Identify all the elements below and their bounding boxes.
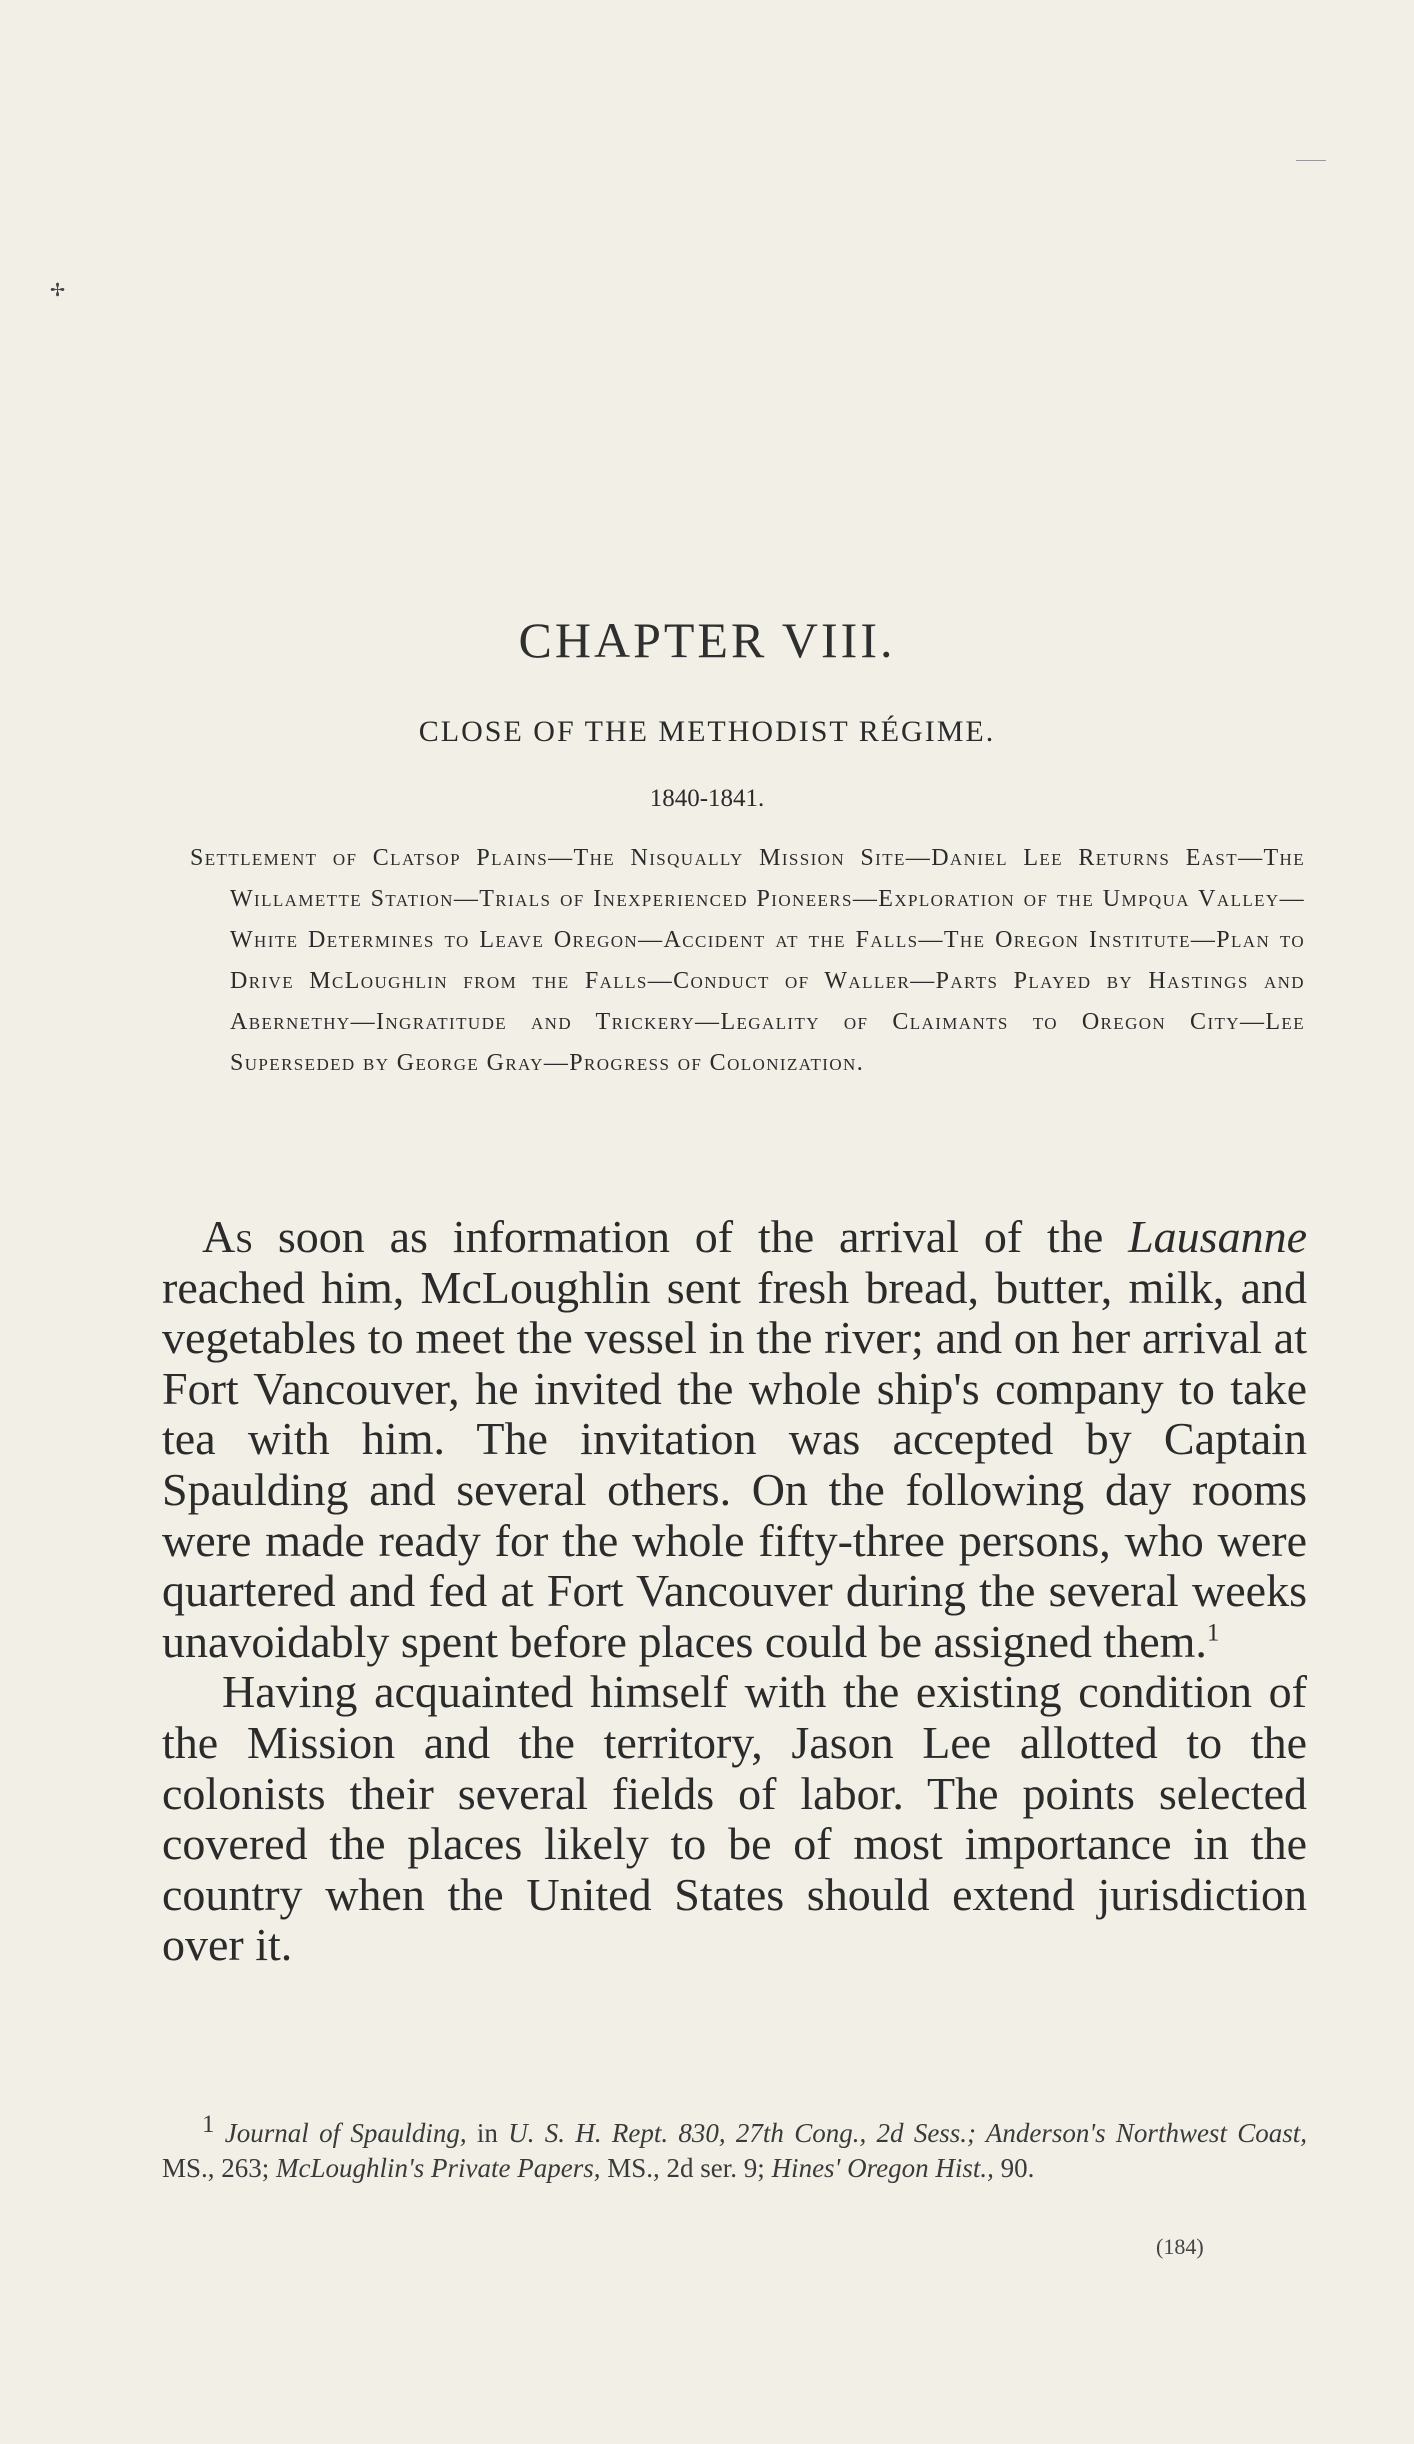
margin-dash — [1296, 160, 1326, 161]
body-text — [162, 1212, 1307, 1971]
footnote-text-4: 90. — [993, 2153, 1035, 2183]
paragraph-opening-word: As — [202, 1211, 254, 1262]
footnote-text-2: MS., 263; — [162, 2153, 277, 2183]
footnote — [162, 2111, 1308, 2186]
chapter-summary: Settlement of Clatsop Plains—The Nisqually Mission Site—Daniel Lee Returns East—The Willamette Station—Trials of Inexperienced Pioneers—Exploration of the Umpqua Valley—White Determines to Leave Oregon—Accident at the Falls—The Oregon Institute—Plan to Drive McLoughlin from the Falls—Conduct of Waller—Parts Played by Hastings and Abernethy—Ingratitude and Trickery—Legality of Claimants to Oregon City—Lee Superseded by George Gray—Progress of Colonization. — [190, 845, 1305, 1076]
chapter-heading: CHAPTER VIII. — [518, 612, 896, 668]
chapter-title: CLOSE OF THE METHODIST RÉGIME. — [418, 715, 996, 748]
paragraph-2: Having acquainted himself with the existing condition of the Mission and the territory, Jason Lee allotted to the colonists their several fields of labor. The points selected covered the places likely to be of most importance in the country when the United States should extend jurisdiction over it. — [162, 1666, 1307, 1971]
paragraph-1-text-b: reached him, McLoughlin sent fresh bread, butter, milk, and vegetables to meet the vessel in the river; and on her arrival at Fort Vancouver, he invited the whole ship's company to take tea with him. The invitation was accepted by Captain Spaulding and several others. On the following day rooms were made ready for the whole fifty-three persons, who were quartered and fed at Fort Vancouver during the several weeks unavoidably spent before places could be assigned them. — [162, 1261, 1307, 1667]
footnote-text-3: MS., 2d ser. 9; — [600, 2153, 772, 2183]
paragraph-1-text-a: soon as information of the arrival of the — [253, 1211, 1129, 1262]
footnote-source-1: Journal of Spaulding, — [224, 2118, 467, 2148]
footnote-text-1: in — [466, 2118, 509, 2148]
margin-mark-icon: ✢ — [50, 280, 66, 300]
page-number: (184) — [1156, 2234, 1204, 2259]
footnote-source-4: Hines' Oregon Hist., — [771, 2153, 994, 2183]
chapter-years: 1840-1841. — [649, 785, 765, 812]
footnote-source-3: McLoughlin's Private Papers, — [276, 2153, 601, 2183]
footnote-reference[interactable]: 1 — [1206, 1619, 1220, 1647]
paragraph-1 — [162, 1212, 1307, 1667]
ship-name: Lausanne — [1128, 1211, 1307, 1262]
footnote-source-2: U. S. H. Rept. 830, 27th Cong., 2d Sess.; Anderson's Northwest Coast, — [508, 2118, 1308, 2148]
footnote-number: 1 — [202, 2111, 215, 2138]
